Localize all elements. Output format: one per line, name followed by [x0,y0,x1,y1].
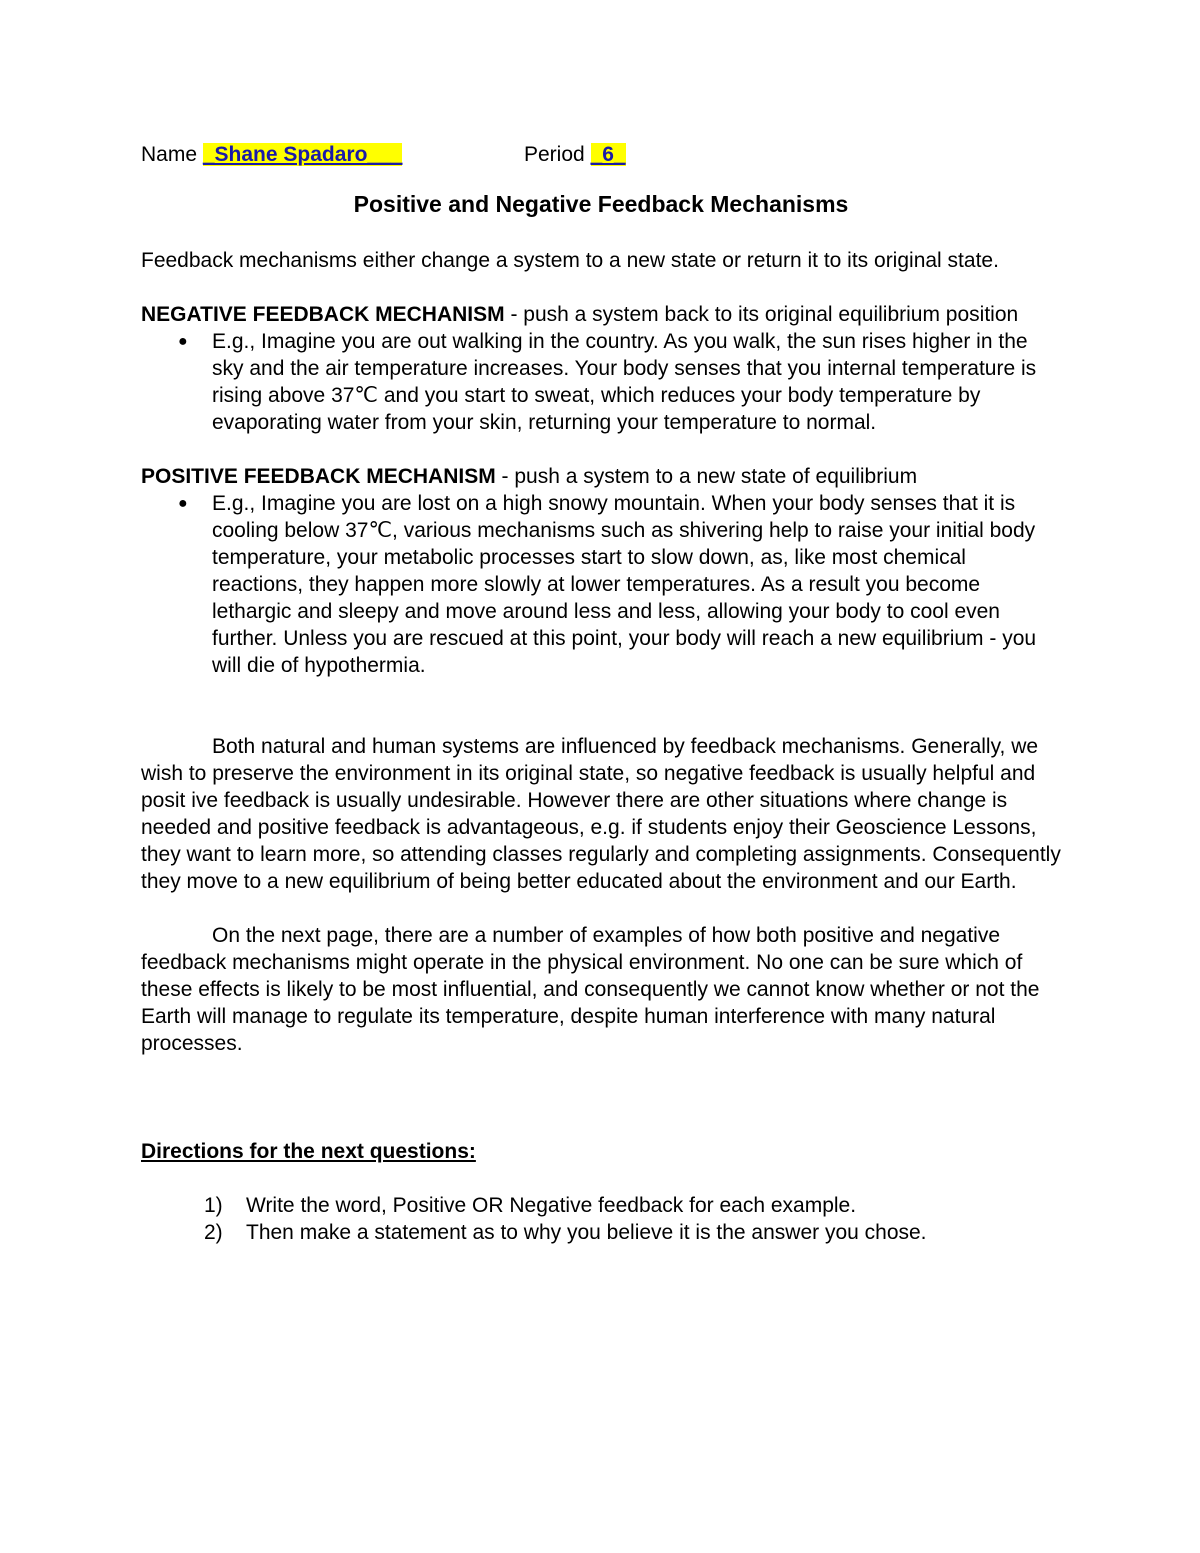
negative-example-list [141,328,1061,436]
header-line [141,139,1061,169]
step-number: 1) [204,1194,223,1217]
list-item [178,328,1061,436]
spacer [141,679,1061,733]
document-page [141,139,1061,1246]
spacer [141,1084,1061,1138]
period-value: _6_ [590,143,626,166]
positive-example: E.g., Imagine you are lost on a high snowy mountain. When your body senses that it is cooling below 37℃, various mechanisms such as shivering help to raise your initial body temperature, your metabolic processes start to slow down, as, like most chemical reactions, they happen more slowly at lower temperatures. As a result you become lethargic and sleepy and move around less and less, allowing your body to cool even further. Unless you are rescued at this point, your body will reach a new equilibrium - you will die of hypothermia. [212,492,1037,677]
step-text: Then make a statement as to why you believe it is the answer you chose. [246,1221,927,1244]
negative-term: NEGATIVE FEEDBACK MECHANISM [141,303,505,326]
directions-list [141,1192,1061,1246]
list-item [204,1219,1061,1246]
name-label: Name [141,143,203,166]
negative-example: E.g., Imagine you are out walking in the country. As you walk, the sun rises higher in the sky and the air temperature increases. Your body senses that you internal temperature is rising above 37℃ and you start to sweat, which reduces your body temperature by evaporating water from your skin, returning your temperature to normal. [212,330,1037,434]
body-paragraph-1: Both natural and human systems are influenced by feedback mechanisms. Generally, we wish to preserve the environment in its original state, so negative feedback is usually helpful and posit ive feedback is usually undesirable. However there are other situations where change is needed and positive feedback is advantageous, e.g. if students enjoy their Geoscience Lessons, they want to learn more, so attending classes regularly and completing assignments. Consequently they move to a new equilibrium of being better educated about the environment and our Earth. [141,735,1061,893]
name-field [141,141,402,168]
body-paragraph-2: On the next page, there are a number of examples of how both positive and negative feedback mechanisms might operate in the physical environment. No one can be sure which of these effects is likely to be most influential, and consequently we cannot know whether or not the Earth will manage to regulate its temperature, despite human interference with many natural processes. [141,924,1040,1055]
list-item [204,1192,1061,1219]
positive-definition [141,463,1061,490]
positive-definition-text: - push a system to a new state of equilibrium [495,465,918,488]
directions-heading: Directions for the next questions: [141,1140,476,1163]
page-title: Positive and Negative Feedback Mechanisms [353,191,849,217]
step-text: Write the word, Positive OR Negative feedback for each example. [246,1194,857,1217]
positive-term: POSITIVE FEEDBACK MECHANISM [141,465,496,488]
bullet-icon: ● [178,333,188,350]
list-item [178,490,1061,679]
intro-paragraph: Feedback mechanisms either change a system to a new state or return it to its original state. [141,249,999,272]
period-field [524,141,626,168]
period-label: Period [524,143,591,166]
bullet-icon: ● [178,495,188,512]
name-value: _Shane Spadaro___ [202,143,403,166]
negative-definition [141,301,1061,328]
negative-definition-text: - push a system back to its original equilibrium position [504,303,1019,326]
step-number: 2) [204,1221,223,1244]
positive-example-list [141,490,1061,679]
